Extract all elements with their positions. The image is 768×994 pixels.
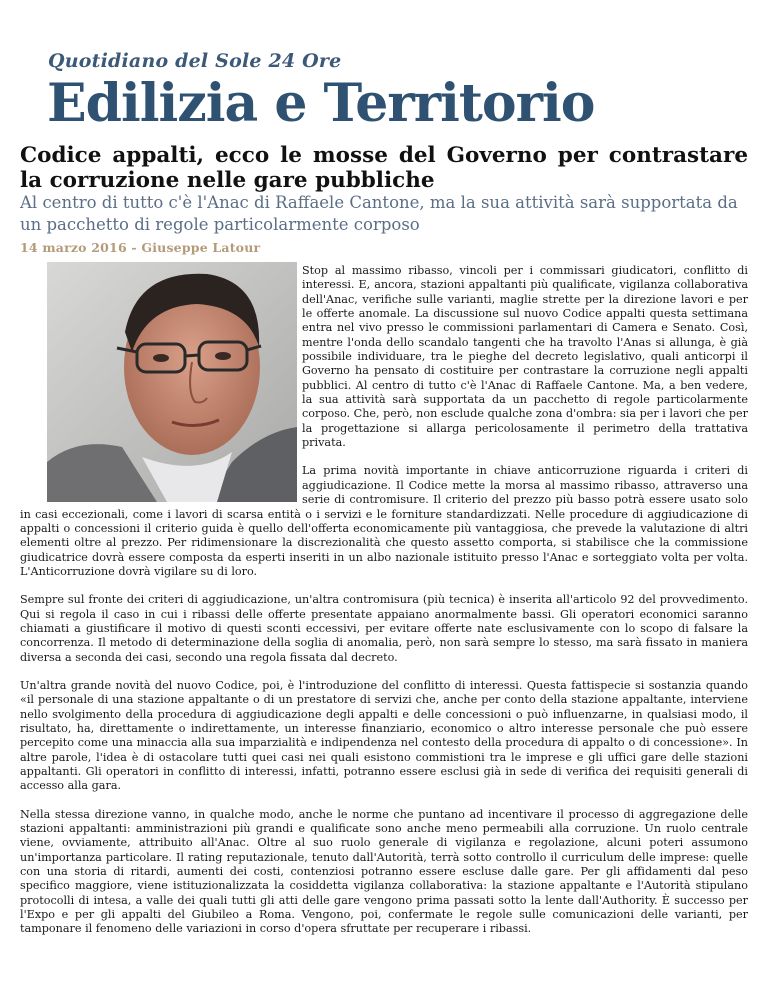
photo-wrap-spacer (20, 264, 302, 504)
article-paragraph: Un'altra grande novità del nuovo Codice, poi, è l'introduzione del conflitto di interessi. Questa fattispecie si sostanzia quando «il personale di una stazione appaltante o di un prestatore di servizi che, anche per conto della stazione appaltante, interviene nello svolgimento della procedura di aggiudicazione degli appalti e delle concessioni o può influenzarne, in qualsiasi modo, il risultato, ha, direttamente o indirettamente, un interesse finanziario, economico o altro interesse personale che può essere percepito come una minaccia alla sua imparzialità e indipendenza nel contesto della procedura di appalto o di concessione». In altre parole, l'idea è di ostacolare tutti quei casi nei quali esistono commistioni tra le imprese e gli uffici gare delle stazioni appaltanti. Gli operatori in conflitto di interessi, infatti, potranno essere esclusi già in sede di verifica dei requisiti generali di accesso alla gara. (20, 678, 748, 793)
article-paragraph: La prima novità importante in chiave anticorruzione riguarda i criteri di aggiudicazione. Il Codice mette la morsa al massimo ribasso, attraverso una serie di contromisure. Il criterio del prezzo più basso potrà essere usato solo in casi eccezionali, come i lavori di scarsa entità o i servizi e le forniture standardizzati. Nelle procedure di aggiudicazione di appalti o concessioni il criterio guida è quello dell'offerta economicamente più vantaggiosa, che prevede la valutazione di altri elementi oltre al prezzo. Per ridimensionare la discrezionalità che questo assetto comporta, si stabilisce che la commissione giudicatrice dovrà essere composta da esperti inseriti in un albo nazionale istituito presso l'Anac e sorteggiato volta per volta. L'Anticorruzione dovrà vigilare su di loro. (20, 464, 748, 578)
masthead-logo: Edilizia e Territorio (47, 73, 595, 134)
article-paragraph: Sempre sul fronte dei criteri di aggiudicazione, un'altra contromisura (più tecnica) è inserita all'articolo 92 del provvedimento. Qui si regola il caso in cui i ribassi delle offerte presentate appaiano anormalmente bassi. Gli operatori economici saranno chiamati a giustificare il motivo di questi sconti eccessivi, per evitare offerte nate esclusivamente con lo scopo di falsare la concorrenza. Il metodo di determinazione della soglia di anomalia, però, non sarà sempre lo stesso, ma sarà fissato in maniera diversa a seconda dei casi, secondo una regola fissata dal decreto. (20, 593, 748, 664)
article-body (20, 264, 748, 951)
article-headline: Codice appalti, ecco le mosse del Governo per contrastare la corruzione nelle gare pubbliche (20, 143, 748, 193)
article-byline: 14 marzo 2016 - Giuseppe Latour (20, 240, 261, 255)
article-subtitle: Al centro di tutto c'è l'Anac di Raffaele Cantone, ma la sua attività sarà supportata da un pacchetto di regole particolarmente corposo (20, 193, 738, 234)
article-paragraph: Nella stessa direzione vanno, in qualche modo, anche le norme che puntano ad incentivare il processo di aggregazione delle stazioni appaltanti: amministrazioni più grandi e qualificate sono anche meno permeabili alla corruzione. Un ruolo centrale viene, ovviamente, attribuito all'Anac. Oltre al suo ruolo generale di vigilanza e regolazione, alcuni poteri assumono un'importanza particolare. Il rating reputazionale, tenuto dall'Autorità, terrà sotto controllo il curriculum delle imprese: quelle con una storia di ritardi, aumenti dei costi, contenziosi potranno essere escluse dalle gare. Per gli affidamenti dal peso specifico maggiore, viene istituzionalizzata la cosiddetta vigilanza collaborativa: la stazione appaltante e l'Autorità stipulano protocolli di intesa, a valle dei quali tutti gli atti delle gare vengono prima passati sotto la lente dall'Authority. È successo per l'Expo e per gli appalti del Giubileo a Roma. Vengono, poi, confermate le regole sulle comunicazioni delle varianti, per tamponare il fenomeno delle variazioni in corso d'opera sfruttate per recuperare i ribassi. (20, 807, 748, 936)
publication-kicker: Quotidiano del Sole 24 Ore (48, 50, 342, 72)
article-paragraph: Stop al massimo ribasso, vincoli per i commissari giudicatori, conflitto di interessi. E, ancora, stazioni appaltanti più qualificate, vigilanza collaborativa dell'Anac, verifiche sulle varianti, maglie strette per la direzione lavori e per le offerte anomale. La discussione sul nuovo Codice appalti questa settimana entra nel vivo presso le commissioni parlamentari di Camera e Senato. Così, mentre l'onda dello scandalo tangenti che ha travolto l'Anas si allunga, è già possibile individuare, tra le pieghe del decreto legislativo, quali anticorpi il Governo ha pensato di costituire per contrastare la corruzione negli appalti pubblici. Al centro di tutto c'è l'Anac di Raffaele Cantone. Ma, a ben vedere, la sua attività sarà supportata da un pacchetto di regole particolarmente corposo. Che, però, non esclude qualche zona d'ombra: sia per i lavori che per la progettazione si allarga pericolosamente il perimetro della trattativa privata. (302, 264, 748, 450)
